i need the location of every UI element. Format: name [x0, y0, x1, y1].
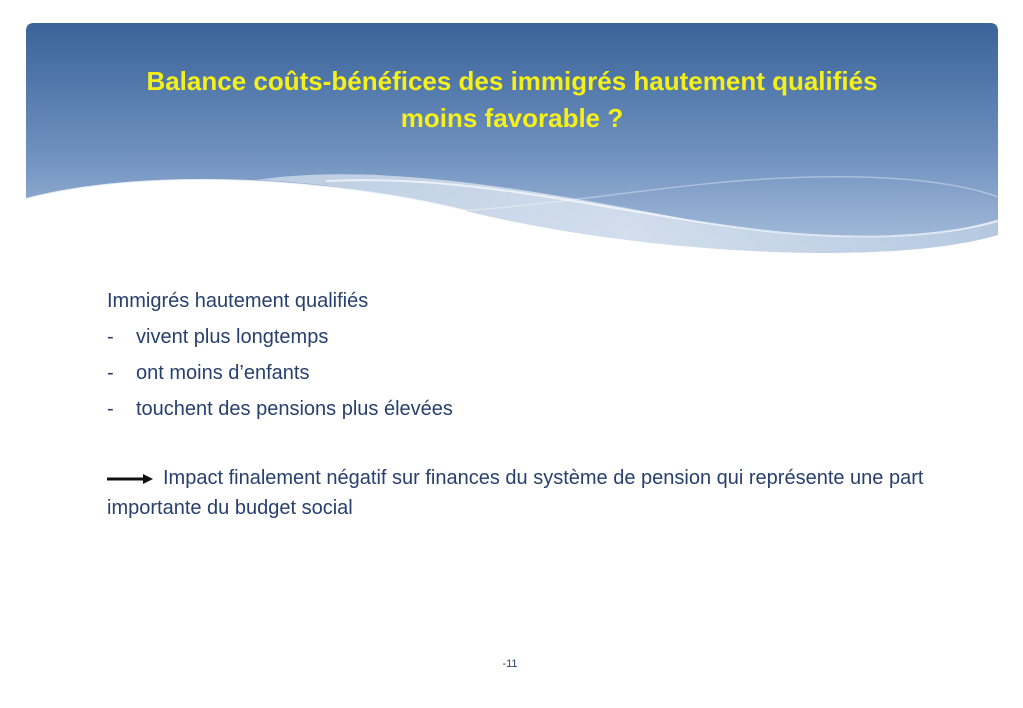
intro-text: Immigrés hautement qualifiés — [107, 290, 369, 312]
bullet-list — [107, 319, 927, 427]
bullet-marker: - — [107, 398, 114, 420]
bullet-text: vivent plus longtemps — [136, 326, 329, 348]
bullet-item-children — [107, 355, 927, 391]
bullet-item-longevity — [107, 319, 927, 355]
slide-title-line-1: Balance coûts-bénéfices des immigrés hautement qualifiés — [146, 66, 878, 96]
bullet-marker: - — [107, 326, 114, 348]
conclusion-text: Impact finalement négatif sur finances du système de pension qui représente une part importante du budget social — [107, 467, 924, 519]
right-arrow-icon — [107, 473, 153, 485]
slide-title — [26, 63, 998, 137]
slide-content — [107, 283, 927, 427]
header-wave-graphic — [26, 23, 998, 263]
header-banner — [26, 23, 998, 263]
slide-title-line-2: moins favorable ? — [400, 103, 624, 133]
page-number: -11 — [502, 658, 518, 670]
bullet-item-pensions — [107, 391, 927, 427]
bullet-text: ont moins d’enfants — [136, 362, 310, 384]
bullet-text: touchent des pensions plus élevées — [136, 398, 453, 420]
bullet-marker: - — [107, 362, 114, 384]
conclusion-paragraph — [107, 463, 927, 523]
